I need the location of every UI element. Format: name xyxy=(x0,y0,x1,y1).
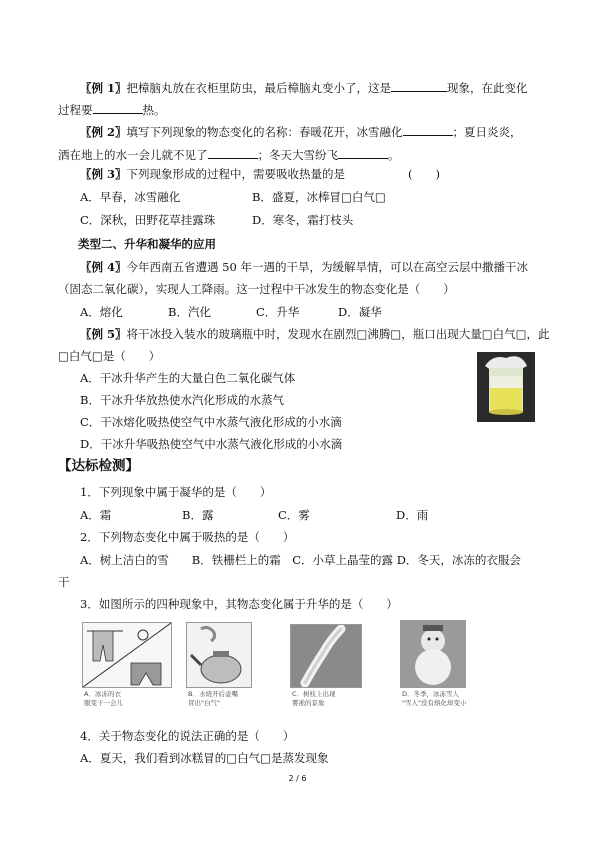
example-3-option-b: B．盛夏，冰棒冒□白气□ xyxy=(252,190,386,204)
example-2-text-d: ；冬天大雪纷飞 xyxy=(257,148,338,162)
page-number: 2 / 6 xyxy=(288,774,307,783)
section-heading: 类型二、升华和凝华的应用 xyxy=(78,237,216,251)
example-1 xyxy=(80,80,528,96)
example-3 xyxy=(80,167,345,182)
example-1-text-c: 过程要 xyxy=(58,103,93,117)
caption-d-line-1: D．冬季，冰冻雪人 xyxy=(402,690,460,698)
answer-blank[interactable] xyxy=(403,124,453,136)
example-1-tag: 〖例 1〗 xyxy=(80,81,127,95)
question-2-cont: 干 xyxy=(58,575,70,589)
example-5-option-b: B．干冰升华放热使水汽化形成的水蒸气 xyxy=(80,393,284,407)
example-2-text-c: 洒在地上的水一会儿就不见了 xyxy=(58,148,208,162)
example-5-text-a: 将干冰投入装水的玻璃瓶中时，发现水在剧烈□沸腾□，瓶口出现大量□白气□，此 xyxy=(126,327,550,341)
answer-paren: ( ) xyxy=(408,167,440,181)
question-2-options: A．树上洁白的雪 B．铁栅栏上的霜 C．小草上晶莹的露 D．冬天，冰冻的衣服会 xyxy=(80,553,521,567)
example-5-option-d: D．干冰升华吸热使空气中水蒸气液化形成的小水滴 xyxy=(80,437,343,451)
caption-b-line-2: 冒出"白气" xyxy=(188,699,220,707)
example-2-text-b: ；夏日炎炎， xyxy=(452,125,522,139)
answer-blank[interactable] xyxy=(93,102,143,114)
caption-b-line-1: B．水烧开后壶嘴 xyxy=(188,690,238,698)
example-3-option-c: C．深秋，田野花草挂露珠 xyxy=(80,213,216,227)
example-2-text-e: 。 xyxy=(388,148,400,162)
frozen-clothes-picture xyxy=(82,622,172,688)
example-1-text-d: 热。 xyxy=(142,103,166,117)
example-1-text-b: 现象，在此变化 xyxy=(447,81,528,95)
example-2-cont xyxy=(58,147,400,163)
question-4: 4．关于物态变化的说法正确的是（ ） xyxy=(80,729,295,743)
kettle-steam-picture xyxy=(186,622,252,688)
example-4-option-a: A．熔化 xyxy=(80,305,123,319)
snowman-picture xyxy=(400,620,466,688)
example-5 xyxy=(80,327,549,342)
example-1-cont xyxy=(58,102,166,118)
example-2 xyxy=(80,124,522,140)
example-4-text-a: 今年西南五省遭遇 50 年一遇的干旱，为缓解旱情，可以在高空云层中撒播干冰 xyxy=(126,260,528,274)
question-1: 1．下列现象中属于凝华的是（ ） xyxy=(80,485,272,499)
question-3: 3．如图所示的四种现象中，其物态变化属于升华的是（ ） xyxy=(80,597,398,611)
caption-a-line-1: A．冰冻的衣 xyxy=(84,690,121,698)
section-title: 【达标检测】 xyxy=(58,458,139,474)
example-5-option-c: C．干冰熔化吸热使空气中水蒸气液化形成的小水滴 xyxy=(80,415,342,429)
answer-blank[interactable] xyxy=(208,147,258,159)
caption-a-line-2: 服变干一会儿 xyxy=(84,699,123,707)
caption-d-line-2: "雪人"没有熔化却变小 xyxy=(402,699,467,707)
answer-blank[interactable] xyxy=(338,147,388,159)
question-1-option-a: A．霜 xyxy=(80,508,112,522)
example-5-cont: □白气□是（ ） xyxy=(58,349,161,363)
example-4-option-d: D．凝华 xyxy=(338,305,382,319)
example-2-tag: 〖例 2〗 xyxy=(80,125,127,139)
rime-branch-picture xyxy=(290,624,362,688)
example-4 xyxy=(80,260,528,275)
example-2-text-a: 填写下列现象的物态变化的名称：春暖花开，冰雪融化 xyxy=(126,125,403,139)
example-3-option-d: D．寒冬，霜打枝头 xyxy=(252,213,354,227)
caption-c-line-2: 雾凇的景象 xyxy=(292,699,325,707)
example-3-option-a: A．早春，冰雪融化 xyxy=(80,190,181,204)
caption-c-line-1: C．树枝上出现 xyxy=(292,690,336,698)
example-4-cont: （固态二氧化碳），实现人工降雨。这一过程中干冰发生的物态变化是（ ） xyxy=(58,282,455,296)
example-4-option-b: B．汽化 xyxy=(168,305,211,319)
answer-blank[interactable] xyxy=(391,80,447,92)
example-3-stem: 下列现象形成的过程中，需要吸收热量的是 xyxy=(126,167,346,181)
question-4-option-a: A．夏天，我们看到冰糕冒的□白气□是蒸发现象 xyxy=(80,751,329,765)
example-3-tag: 〖例 3〗 xyxy=(80,167,127,181)
question-1-option-c: C．雾 xyxy=(278,508,310,522)
dry-ice-glass-photo xyxy=(477,352,535,422)
example-4-tag: 〖例 4〗 xyxy=(80,260,127,274)
question-1-option-b: B．露 xyxy=(182,508,214,522)
example-5-option-a: A．干冰升华产生的大量白色二氧化碳气体 xyxy=(80,371,296,385)
question-1-option-d: D．雨 xyxy=(396,508,429,522)
example-4-option-c: C．升华 xyxy=(256,305,300,319)
question-2: 2．下列物态变化中属于吸热的是（ ） xyxy=(80,530,295,544)
example-5-tag: 〖例 5〗 xyxy=(80,327,127,341)
example-1-text-a: 把樟脑丸放在衣柜里防虫，最后樟脑丸变小了，这是 xyxy=(126,81,392,95)
